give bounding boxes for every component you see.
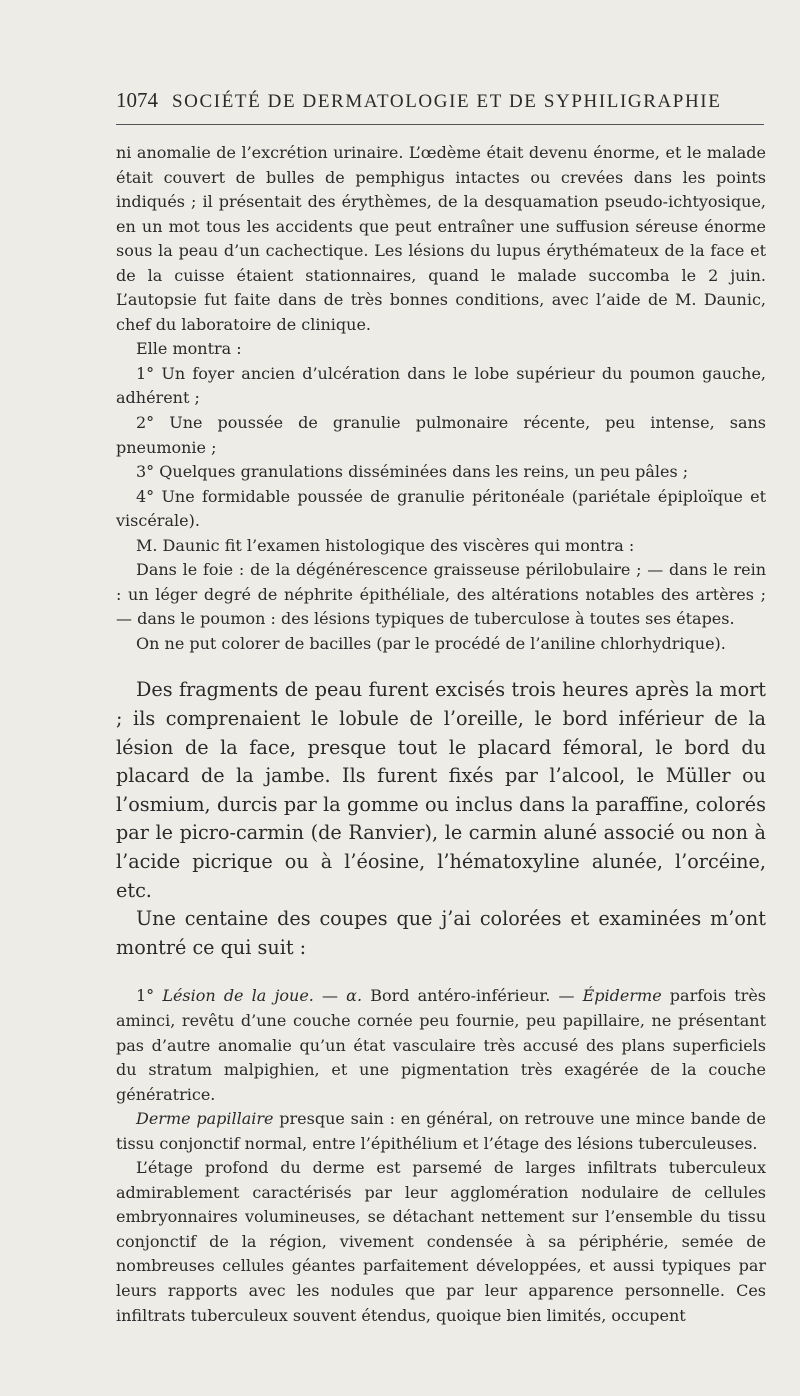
running-header — [116, 88, 756, 113]
paragraph-9: On ne put colorer de bacilles (par le procédé de l’aniline chlorhydrique). — [136, 633, 726, 653]
p12-alpha: α. — [346, 986, 363, 1006]
paragraph-4: 2° Une poussée de granulie pulmonaire récente, peu intense, sans pneumonie ; — [116, 413, 766, 457]
paragraph-1: ni anomalie de l’excrétion urinaire. L’œdème était devenu énorme, et le malade était couvert de bulles de pemphigus intactes ou crevées dans les points indiqués ; il présentait des érythèmes, de la desquamation pseudo-ichtyosique, en un mot tous les accidents que peut entraîner une suffusion séreuse énorme sous la peau d’un cachectique. Les lésions du lupus érythémateux de la face et de la cuisse étaient stationnaires, quand le malade succomba le 2 juin. L’autopsie fut faite dans de très bonnes conditions, avec l’aide de M. Daunic, chef du laboratoire de clinique. — [116, 143, 766, 334]
running-title: SOCIÉTÉ DE DERMATOLOGIE ET DE SYPHILIGRAPHIE — [172, 91, 722, 112]
p13-title: Derme papillaire — [136, 1109, 274, 1129]
paragraph-12 — [116, 984, 766, 1107]
p12-lead: 1° — [136, 986, 155, 1006]
p12-title: Lésion de la joue. — [162, 986, 314, 1006]
p12-epiderme: Épiderme — [582, 986, 662, 1006]
header-rule — [116, 124, 764, 125]
paragraph-2: Elle montra : — [136, 339, 242, 359]
paragraph-11: Une centaine des coupes que j’ai colorées et examinées m’ont montré ce qui suit : — [116, 907, 766, 959]
p12-text1: Bord antéro-inférieur. — — [362, 986, 583, 1006]
p13-text: presque sain : en général, on retrouve une mince bande de tissu conjonctif normal, entre l’épithélium et l’étage des lésions tuberculeuses. — [116, 1109, 766, 1153]
paragraph-10: Des fragments de peau furent excisés trois heures après la mort ; ils comprenaient le lobule de l’oreille, le bord inférieur de la lésion de la face, presque tout le placard fémoral, le bord du placard de la jambe. Ils furent fixés par l’alcool, le Müller ou l’osmium, durcis par la gomme ou inclus dans la paraffine, colorés par le picro-carmin (de Ranvier), le carmin aluné associé ou non à l’acide picrique ou à l’éosine, l’hématoxyline alunée, l’orcéine, etc. — [116, 678, 766, 902]
paragraph-7: M. Daunic fit l’examen histologique des viscères qui montra : — [136, 535, 635, 555]
paragraph-13 — [116, 1107, 766, 1156]
p12-dash: — — [313, 986, 347, 1006]
paragraph-3: 1° Un foyer ancien d’ulcération dans le lobe supérieur du poumon gauche, adhérent ; — [116, 363, 766, 408]
p12-text2: parfois très aminci, revêtu d’une couche cornée peu fournie, peu papillaire, ne présentant pas d’autre anomalie qu’un état vasculaire très accusé des plans superficiels du stratum malpighien, et une pigmentation très exagérée de la couche génératrice. — [116, 986, 767, 1104]
paragraph-14: L’étage profond du derme est parsemé de larges infiltrats tuberculeux admirablement caractérisés par leur agglomération nodulaire de cellules embryonnaires volumineuses, se détachant nettement sur l’ensemble du tissu conjonctif de la région, vivement condensée à sa périphérie, semée de nombreuses cellules géantes parfaitement développées, et aussi typiques par leurs rapports avec les nodules que par leur apparence personnelle. Ces infiltrats tuberculeux souvent étendus, quoique bien limités, occupent — [116, 1158, 766, 1325]
paragraph-5: 3° Quelques granulations disséminées dans les reins, un peu pâles ; — [136, 462, 689, 482]
body-text — [116, 141, 766, 1328]
page-number: 1074 — [116, 88, 158, 112]
paragraph-8: Dans le foie : de la dégénérescence graisseuse périlobulaire ; — dans le rein : un léger degré de néphrite épithéliale, des altérations notables des artères ; — dans le poumon : des lésions typiques de tuberculose à toutes ses étapes. — [116, 560, 766, 629]
paragraph-6: 4° Une formidable poussée de granulie péritonéale (pariétale épiploïque et viscérale). — [116, 486, 766, 531]
